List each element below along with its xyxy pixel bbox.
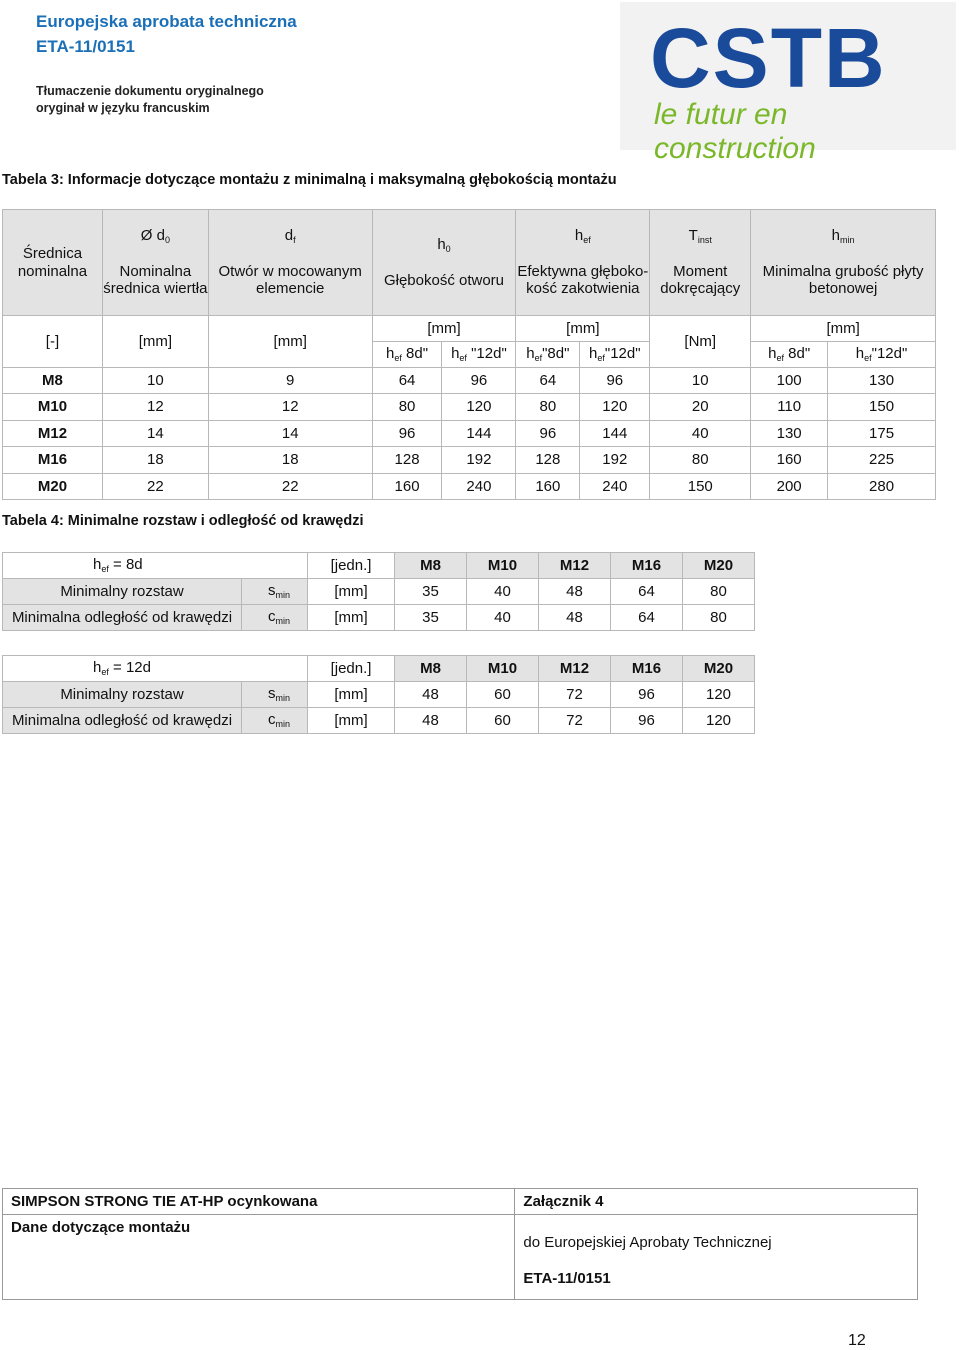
row-value: 280: [828, 473, 936, 499]
table3-row: [3, 447, 936, 473]
t4b-unit: [jedn.]: [308, 656, 395, 682]
t4b-s: s: [268, 685, 276, 703]
unit-h0: [mm]: [372, 316, 516, 342]
row-value: 175: [828, 420, 936, 446]
row-value: 12: [208, 394, 372, 420]
ef-sub: ef: [459, 353, 467, 364]
t4a-min: min: [275, 616, 291, 627]
th-h0-sym: h: [437, 236, 446, 254]
th-df-sub: f: [293, 235, 296, 246]
row-value: 120: [442, 394, 516, 420]
unit-dash: [-]: [3, 316, 103, 368]
t4b-h: h: [93, 659, 102, 677]
table3-body: [3, 368, 936, 500]
unit-hmin: [mm]: [751, 316, 936, 342]
t4a-val: 35: [395, 605, 467, 631]
t4a-eq: = 8d: [108, 556, 143, 574]
t4b-eq: = 12d: [108, 659, 151, 677]
th-hmin: [751, 210, 936, 316]
th-tinst: [650, 210, 751, 316]
row-value: 110: [751, 394, 828, 420]
hmin-8d: [751, 342, 828, 368]
t4a-val: 80: [683, 579, 755, 605]
t4b-smin: [242, 682, 308, 708]
footer-to: do Europejskiej Aprobaty Technicznej: [523, 1234, 772, 1251]
t4b-hef-label: [3, 656, 308, 682]
ef-sub: ef: [597, 353, 605, 364]
t4a-s: s: [268, 582, 276, 600]
th-srednica: [3, 210, 103, 316]
t4a-spacing-label: Minimalny rozstaw: [3, 579, 242, 605]
row-value: 144: [442, 420, 516, 446]
t4a-size: M8: [395, 553, 467, 579]
th-d0-text: Nominalna średnica wiertła: [103, 263, 208, 298]
unit-d0: [mm]: [102, 316, 208, 368]
ef-sub: ef: [394, 353, 402, 364]
t4b-min: min: [275, 719, 291, 730]
row-value: 150: [650, 473, 751, 499]
row-value: 160: [751, 447, 828, 473]
t4b-val: 48: [395, 682, 467, 708]
t4b-val: 60: [467, 708, 539, 734]
row-value: 240: [580, 473, 650, 499]
t4a-mm: [mm]: [308, 605, 395, 631]
th-df-text: Otwór w mocowanym elemencie: [218, 263, 362, 298]
footer-desc: Dane dotyczące montażu: [3, 1215, 515, 1300]
t4a-spacing-row: [3, 579, 755, 605]
v12d: "12d": [466, 345, 507, 363]
row-value: 100: [751, 368, 828, 394]
footer-right: [515, 1215, 918, 1300]
row-value: 20: [650, 394, 751, 420]
row-value: 150: [828, 394, 936, 420]
t4a-mm: [mm]: [308, 579, 395, 605]
t4b-min: min: [275, 693, 291, 704]
row-value: 22: [208, 473, 372, 499]
th-hef-sym: h: [574, 227, 584, 245]
t4b-size: M10: [467, 656, 539, 682]
unit-hef: [mm]: [516, 316, 650, 342]
t4a-size: M10: [467, 553, 539, 579]
table3-row: [3, 394, 936, 420]
t4a-val: 64: [611, 579, 683, 605]
t4b-val: 120: [683, 708, 755, 734]
row-value: 96: [516, 420, 580, 446]
footer-product: SIMPSON STRONG TIE AT-HP ocynkowana: [3, 1189, 515, 1215]
t4a-size: M20: [683, 553, 755, 579]
unit-tinst: [Nm]: [650, 316, 751, 368]
row-value: 18: [102, 447, 208, 473]
t4b-spacing-row: [3, 682, 755, 708]
th-h0: [372, 210, 516, 316]
table4-8d: [2, 552, 755, 631]
t4b-mm: [mm]: [308, 708, 395, 734]
t4a-header-row: [3, 553, 755, 579]
row-value: 240: [442, 473, 516, 499]
t4b-edge-row: [3, 708, 755, 734]
row-value: 225: [828, 447, 936, 473]
t4a-val: 40: [467, 605, 539, 631]
th-h0-sub: 0: [445, 244, 451, 255]
th-tinst-sym: T: [688, 227, 698, 245]
v12dq: "12d": [604, 345, 641, 363]
th-hef: [516, 210, 650, 316]
translation-note: Tłumaczenie dokumentu oryginalnego: [36, 84, 264, 98]
table4-12d: [2, 655, 755, 734]
t4b-c: c: [268, 711, 276, 729]
row-value: 10: [102, 368, 208, 394]
row-value: 160: [372, 473, 442, 499]
t4a-size: M12: [539, 553, 611, 579]
t4b-size: M8: [395, 656, 467, 682]
t4a-c: c: [268, 608, 276, 626]
t4b-val: 48: [395, 708, 467, 734]
row-size: M16: [3, 447, 103, 473]
v8dq: "8d": [542, 345, 570, 363]
th-hef-sub: ef: [583, 235, 591, 246]
t4a-smin: [242, 579, 308, 605]
footer-eta: ETA-11/0151: [523, 1270, 611, 1287]
document-title: Europejska aprobata techniczna: [36, 12, 297, 31]
row-size: M8: [3, 368, 103, 394]
th-df: [208, 210, 372, 316]
th-tinst-sub: inst: [697, 235, 712, 246]
t4a-unit: [jedn.]: [308, 553, 395, 579]
t4b-val: 96: [611, 682, 683, 708]
table3-row: [3, 368, 936, 394]
t4a-edge-row: [3, 605, 755, 631]
t4a-cmin: [242, 605, 308, 631]
row-value: 130: [828, 368, 936, 394]
th-hmin-sub: min: [840, 235, 855, 246]
row-value: 96: [442, 368, 516, 394]
row-value: 160: [516, 473, 580, 499]
row-value: 200: [751, 473, 828, 499]
t4b-size: M12: [539, 656, 611, 682]
cstb-logo: [620, 2, 956, 165]
ef-sub: ef: [776, 353, 784, 364]
table3: [2, 209, 936, 500]
footer-annex: Załącznik 4: [515, 1189, 918, 1215]
th-srednica-label: Średnica nominalna: [17, 245, 88, 280]
th-hmin-sym: h: [831, 227, 841, 245]
row-value: 9: [208, 368, 372, 394]
row-value: 80: [650, 447, 751, 473]
row-value: 130: [751, 420, 828, 446]
row-value: 192: [580, 447, 650, 473]
t4a-h: h: [93, 556, 102, 574]
v8d: 8d": [401, 345, 429, 363]
t4b-size: M16: [611, 656, 683, 682]
row-value: 40: [650, 420, 751, 446]
th-d0: [102, 210, 208, 316]
table3-unit-row: [3, 316, 936, 342]
row-value: 12: [102, 394, 208, 420]
row-size: M20: [3, 473, 103, 499]
h-sym: h: [855, 345, 865, 363]
h-sym: h: [451, 345, 460, 363]
row-value: 96: [580, 368, 650, 394]
ef-sub: ef: [534, 353, 543, 364]
t4b-val: 60: [467, 682, 539, 708]
th-hmin-text: Minimalna grubość płyty betonowej: [762, 263, 924, 298]
row-value: 120: [580, 394, 650, 420]
unit-df: [mm]: [208, 316, 372, 368]
t4a-edge-label: Minimalna odległość od krawędzi: [3, 605, 242, 631]
row-value: 192: [442, 447, 516, 473]
hef-8d: [516, 342, 580, 368]
row-value: 96: [372, 420, 442, 446]
t4a-val: 80: [683, 605, 755, 631]
t4b-val: 120: [683, 682, 755, 708]
footer-box: [2, 1188, 918, 1300]
row-value: 128: [372, 447, 442, 473]
th-d0-sym: Ø d: [140, 227, 165, 245]
row-value: 14: [102, 420, 208, 446]
t4a-val: 48: [539, 605, 611, 631]
t4a-val: 35: [395, 579, 467, 605]
table3-row: [3, 420, 936, 446]
hmin-12d: [828, 342, 936, 368]
t4b-cmin: [242, 708, 308, 734]
th-h0-text: Głębokość otworu: [383, 271, 505, 289]
th-d0-sub: 0: [164, 235, 170, 246]
row-value: 128: [516, 447, 580, 473]
t4b-header-row: [3, 656, 755, 682]
row-value: 80: [516, 394, 580, 420]
v8d: 8d": [783, 345, 811, 363]
v12dq: "12d": [871, 345, 908, 363]
ef-sub: ef: [864, 353, 872, 364]
row-value: 14: [208, 420, 372, 446]
h0-12d: [442, 342, 516, 368]
page-number: 12: [848, 1332, 866, 1349]
t4b-val: 72: [539, 682, 611, 708]
t4a-val: 40: [467, 579, 539, 605]
row-value: 22: [102, 473, 208, 499]
t4a-val: 64: [611, 605, 683, 631]
t4b-mm: [mm]: [308, 682, 395, 708]
row-value: 144: [580, 420, 650, 446]
row-value: 80: [372, 394, 442, 420]
t4b-spacing-label: Minimalny rozstaw: [3, 682, 242, 708]
t4b-val: 72: [539, 708, 611, 734]
cstb-tagline: le futur en construction: [654, 98, 816, 165]
hef-12d: [580, 342, 650, 368]
t4b-val: 96: [611, 708, 683, 734]
th-df-sym: d: [284, 227, 294, 245]
t4b-ef: ef: [101, 667, 109, 678]
row-value: 18: [208, 447, 372, 473]
table4-caption: Tabela 4: Minimalne rozstaw i odległość od krawędzi: [2, 513, 364, 529]
row-value: 64: [516, 368, 580, 394]
t4b-size: M20: [683, 656, 755, 682]
table3-header-row: [3, 210, 936, 316]
row-value: 64: [372, 368, 442, 394]
table3-caption: Tabela 3: Informacje dotyczące montażu z minimalną i maksymalną głębokością montażu: [2, 172, 617, 188]
cstb-logo-text: CSTB: [650, 11, 887, 105]
t4a-val: 48: [539, 579, 611, 605]
row-size: M10: [3, 394, 103, 420]
th-tinst-text: Moment dokręcający: [660, 263, 741, 298]
t4a-size: M16: [611, 553, 683, 579]
row-size: M12: [3, 420, 103, 446]
h-sym: h: [589, 345, 598, 363]
h-sym: h: [386, 345, 395, 363]
h0-8d: [372, 342, 442, 368]
eta-number: ETA-11/0151: [36, 37, 135, 56]
t4a-ef: ef: [101, 564, 109, 575]
t4b-edge-label: Minimalna odległość od krawędzi: [3, 708, 242, 734]
h-sym: h: [526, 345, 535, 363]
th-hef-text: Efektywna głęboko-kość zakotwienia: [517, 263, 649, 298]
t4a-hef-label: [3, 553, 308, 579]
original-note: oryginał w języku francuskim: [36, 101, 210, 115]
table3-row: [3, 473, 936, 499]
h-sym: h: [768, 345, 777, 363]
row-value: 10: [650, 368, 751, 394]
t4a-min: min: [275, 590, 291, 601]
